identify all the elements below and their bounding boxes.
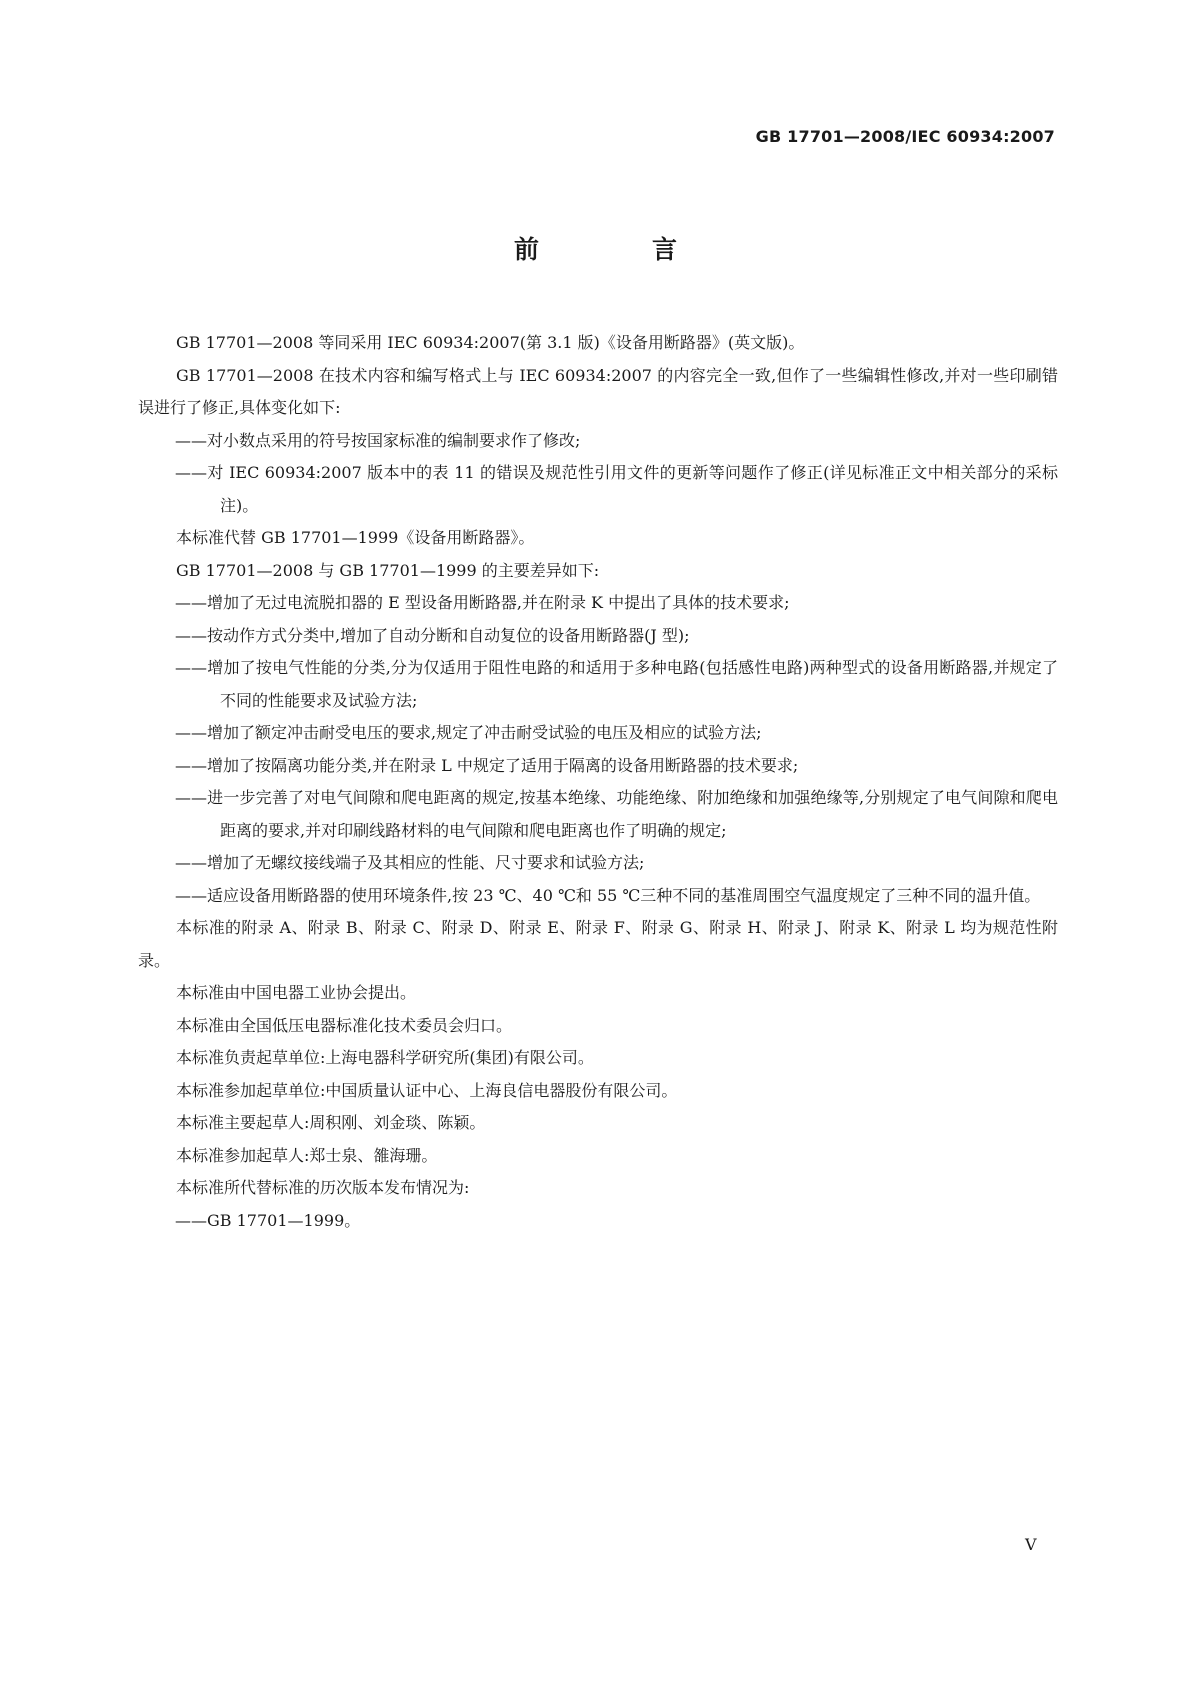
dash-list-item: ——增加了无螺纹接线端子及其相应的性能、尺寸要求和试验方法; xyxy=(175,853,645,872)
dash-list-item: ——增加了无过电流脱扣器的 E 型设备用断路器,并在附录 K 中提出了具体的技术要求; xyxy=(175,593,790,612)
page-number: Ⅴ xyxy=(1025,1535,1037,1554)
paragraph: 本标准由中国电器工业协会提出。 xyxy=(176,983,417,1002)
paragraph: 本标准参加起草单位:中国质量认证中心、上海良信电器股份有限公司。 xyxy=(176,1080,678,1100)
dash-list-item: ——进一步完善了对电气间隙和爬电距离的规定,按基本绝缘、功能绝缘、附加绝缘和加强绝缘等,分别规定了电气间隙和爬电距离的要求,并对印刷线路材料的电气间隙和爬电距离也作了明确的规定; xyxy=(175,788,1058,840)
dash-list-item: ——按动作方式分类中,增加了自动分断和自动复位的设备用断路器(J 型); xyxy=(175,625,690,645)
paragraph: 本标准由全国低压电器标准化技术委员会归口。 xyxy=(176,1015,513,1035)
dash-list-item: ——增加了按电气性能的分类,分为仅适用于阻性电路的和适用于多种电路(包括感性电路)两种型式的设备用断路器,并规定了不同的性能要求及试验方法; xyxy=(175,658,1058,710)
page-title: 前 言 xyxy=(513,235,721,264)
paragraph: 本标准代替 GB 17701—1999《设备用断路器》。 xyxy=(176,528,535,547)
standard-code: GB 17701—2008/IEC 60934:2007 xyxy=(755,127,1055,146)
paragraph: 本标准所代替标准的历次版本发布情况为: xyxy=(176,1178,470,1197)
body-text xyxy=(138,327,1058,1237)
paragraph: 本标准参加起草人:郑士泉、雒海珊。 xyxy=(176,1145,438,1165)
dash-list-item: ——增加了额定冲击耐受电压的要求,规定了冲击耐受试验的电压及相应的试验方法; xyxy=(175,723,762,742)
paragraph: 本标准负责起草单位:上海电器科学研究所(集团)有限公司。 xyxy=(176,1048,594,1067)
paragraph: 本标准的附录 A、附录 B、附录 C、附录 D、附录 E、附录 F、附录 G、附录 H、附录 J、附录 K、附录 L 均为规范性附录。 xyxy=(138,918,1058,970)
paragraph: 本标准主要起草人:周积刚、刘金琰、陈颖。 xyxy=(176,1113,486,1132)
dash-list-item: ——增加了按隔离功能分类,并在附录 L 中规定了适用于隔离的设备用断路器的技术要求; xyxy=(175,755,799,775)
paragraph: GB 17701—2008 与 GB 17701—1999 的主要差异如下: xyxy=(176,560,600,580)
paragraph: GB 17701—2008 在技术内容和编写格式上与 IEC 60934:2007 的内容完全一致,但作了一些编辑性修改,并对一些印刷错误进行了修正,具体变化如下: xyxy=(138,365,1058,417)
dash-list-item: ——对 IEC 60934:2007 版本中的表 11 的错误及规范性引用文件的更新等问题作了修正(详见标准正文中相关部分的采标注)。 xyxy=(175,463,1058,515)
paragraph: GB 17701—2008 等同采用 IEC 60934:2007(第 3.1 版)《设备用断路器》(英文版)。 xyxy=(176,333,805,352)
dash-list-item: ——适应设备用断路器的使用环境条件,按 23 ℃、40 ℃和 55 ℃三种不同的基准周围空气温度规定了三种不同的温升值。 xyxy=(175,885,1041,905)
dash-list-item: ——对小数点采用的符号按国家标准的编制要求作了修改; xyxy=(175,430,581,450)
dash-list-item: ——GB 17701—1999。 xyxy=(175,1210,361,1230)
